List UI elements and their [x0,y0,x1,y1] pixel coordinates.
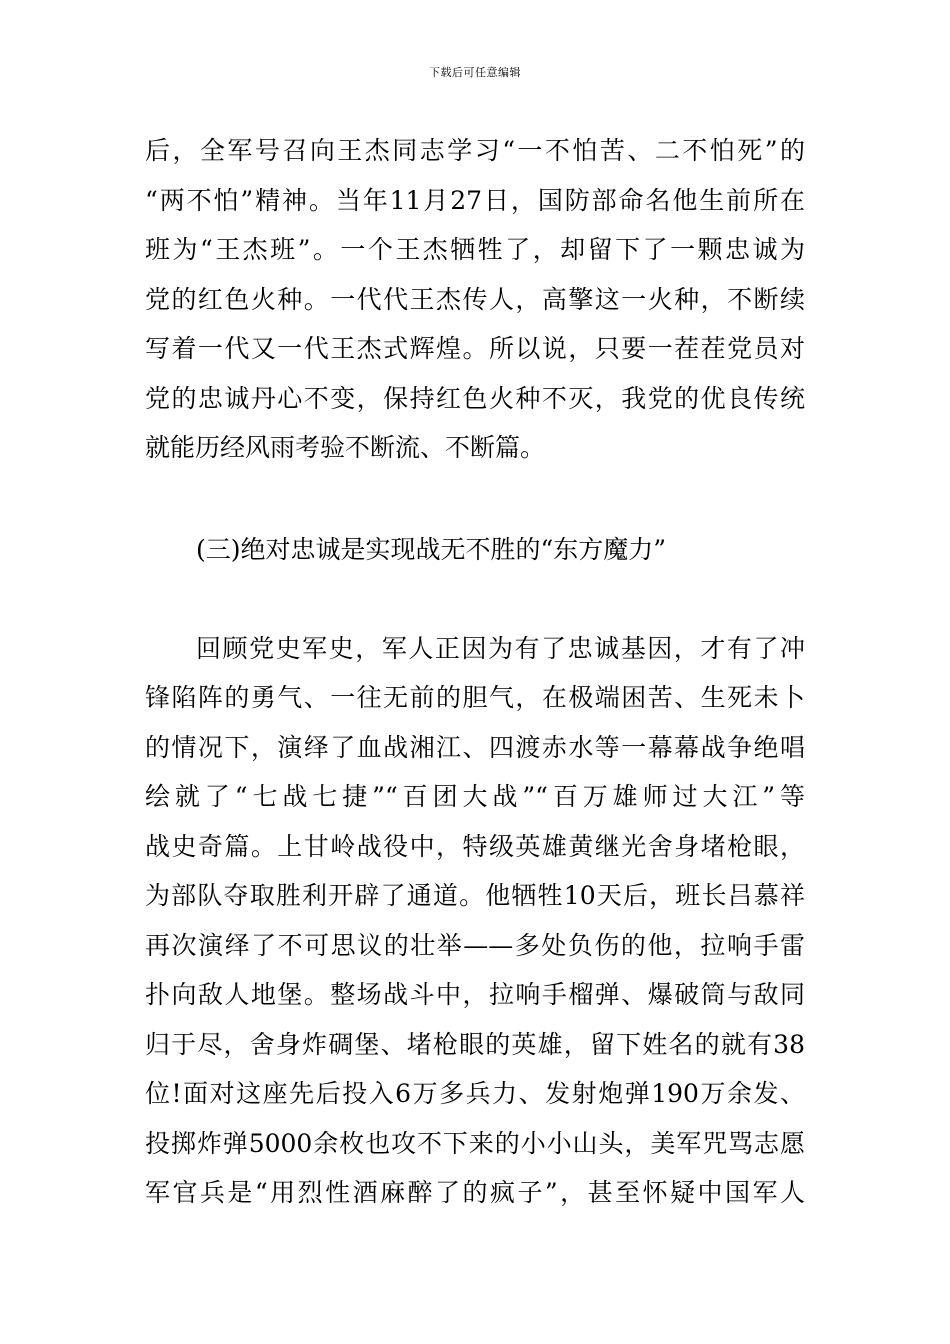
paragraph-line: 党的忠诚丹心不变，保持红色火种不灭，我党的优良传统 [145,384,805,413]
paragraph-line: 再次演绎了不可思议的壮举——多处负伤的他，拉响手雷 [145,931,805,960]
paragraph-line: 位!面对这座先后投入6万多兵力、发射炮弹190万余发、 [145,1079,805,1108]
paragraph-line: 后，全军号召向王杰同志学习“一不怕苦、二不怕死”的 [145,136,805,165]
paragraph-line: 锋陷阵的勇气、一往无前的胆气，在极端困苦、生死未卜 [145,683,805,712]
paragraph-line: 的情况下，演绎了血战湘江、四渡赤水等一幕幕战争绝唱 [145,733,805,762]
paragraph-line: 写着一代又一代王杰式辉煌。所以说，只要一茬茬党员对 [145,334,805,363]
paragraph-line: 党的红色火种。一代代王杰传人，高擎这一火种，不断续 [145,285,805,314]
paragraph-line: 战史奇篇。上甘岭战役中，特级英雄黄继光舍身堵枪眼， [145,832,805,861]
paragraph-line: 军官兵是“用烈性酒麻醉了的疯子”，甚至怀疑中国军人 [145,1178,805,1207]
paragraph-line: “两不怕”精神。当年11月27日，国防部命名他生前所在 [145,186,805,215]
paragraph-line: 扑向敌人地堡。整场战斗中，拉响手榴弹、爆破筒与敌同 [145,980,805,1009]
paragraph-line: 回顾党史军史，军人正因为有了忠诚基因，才有了冲 [196,634,805,663]
paragraph-line: 就能历经风雨考验不断流、不断篇。 [145,433,546,462]
section-heading: (三)绝对忠诚是实现战无不胜的“东方魔力” [196,535,667,564]
paragraph-line: 归于尽，舍身炸碉堡、堵枪眼的英雄，留下姓名的就有38 [145,1030,805,1059]
page-header-note: 下载后可任意编辑 [429,66,521,79]
paragraph-line: 绘就了“七战七捷”“百团大战”“百万雄师过大江”等 [145,782,805,811]
paragraph-line: 投掷炸弹5000余枚也攻不下来的小小山头，美军咒骂志愿 [145,1129,805,1158]
paragraph-line: 班为“王杰班”。一个王杰牺牲了，却留下了一颗忠诚为 [145,235,805,264]
paragraph-line: 为部队夺取胜利开辟了通道。他牺牲10天后，班长吕慕祥 [145,881,805,910]
